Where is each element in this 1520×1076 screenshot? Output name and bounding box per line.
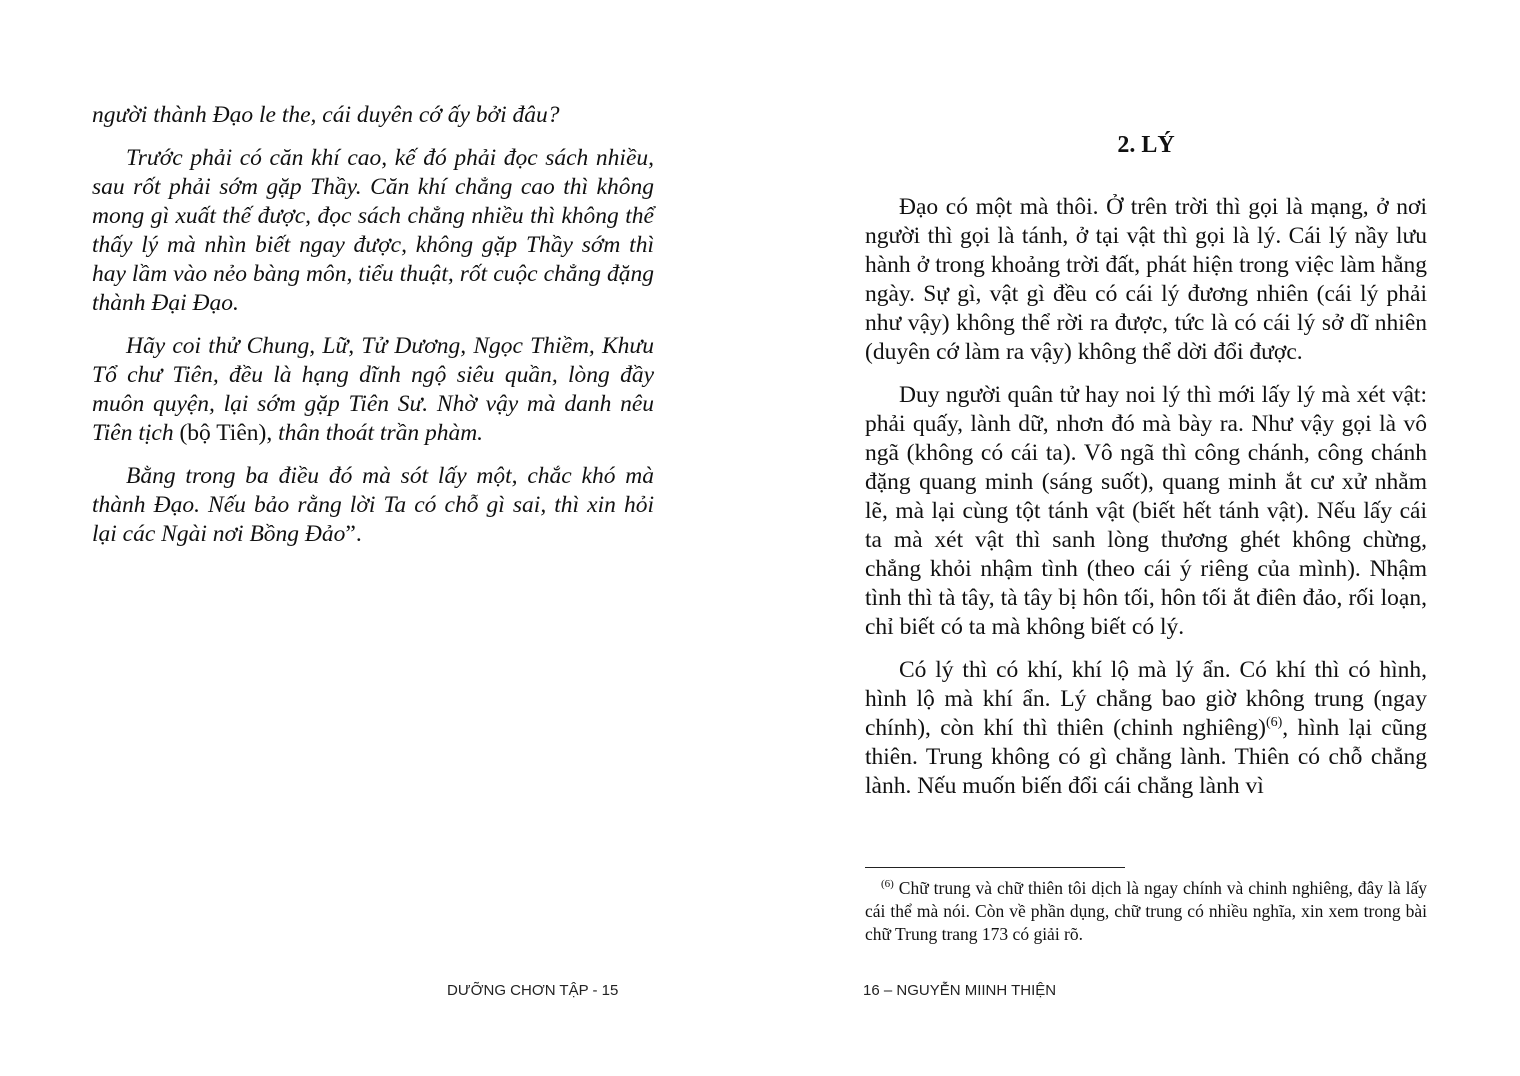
paragraph: Trước phải có căn khí cao, kế đó phải đọc sách nhiều, sau rốt phải sớm gặp Thầy. Căn khí chẳng cao thì không mong gì xuất thế được, đọc sách chẳng nhiều thì không thể thấy lý mà nhìn biết ngay được, không gặp Thầy sớm thì hay lầm vào nẻo bàng môn, tiểu thuật, rốt cuộc chẳng đặng thành Đại Đạo. [92, 145, 654, 316]
page-footer: 16 – NGUYỄN MIINH THIỆN [863, 982, 1057, 999]
right-page [760, 0, 1520, 1076]
footnote-text: Chữ trung và chữ thiên tôi dịch là ngay chính và chinh nghiêng, đây là lấy cái thể mà nói. Còn về phần dụng, chữ trung có nhiều nghĩa, xin xem trong bài chữ Trung trang 173 có giải rõ. [865, 878, 1427, 944]
paragraph [92, 462, 654, 549]
paragraph: Đạo có một mà thôi. Ở trên trời thì gọi là mạng, ở nơi người thì gọi là tánh, ở tại vật thì gọi là lý. Cái lý nầy lưu hành ở trong khoảng trời đất, phát hiện trong việc làm hằng ngày. Sự gì, vật gì đều có cái lý đương nhiên (cái lý phải như vậy) không thể rời ra được, tức là có cái lý sở dĩ nhiên (duyên cớ làm ra vậy) không thể dời đổi được. [865, 194, 1427, 365]
page-footer: DƯỠNG CHƠN TẬP - 15 [447, 982, 619, 999]
footnote-ref: (6) [1265, 715, 1283, 731]
right-page-text [865, 193, 1427, 815]
footnote [865, 877, 1427, 946]
paragraph-text: Có lý thì có khí, khí lộ mà lý ẩn. Có khí thì có hình, hình lộ mà khí ẩn. Lý chẳng bao giờ không trung (ngay chính), còn khí thì thiên (chinh nghiêng) [865, 657, 1427, 741]
paragraph [865, 656, 1427, 801]
paragraph-text: Bằng trong ba điều đó mà sót lấy một, chắc khó mà thành Đạo. Nếu bảo rằng lời Ta có chỗ gì sai, thì xin hỏi lại các Ngài nơi Bồng Đảo [92, 463, 654, 547]
footnote-divider [865, 867, 1125, 868]
left-page-text [92, 101, 654, 563]
paragraph: Duy người quân tử hay noi lý thì mới lấy lý mà xét vật: phải quấy, lành dữ, nhơn đó mà bày ra. Như vậy gọi là vô ngã (không có cái ta). Vô ngã thì công chánh, công chánh đặng quang minh (sáng suốt), quang minh ắt cư xử nhằm lẽ, mà lại cùng tột tánh vật (biết hết tánh vật). Nếu lấy cái ta mà xét vật thì sanh lòng thương ghét không chừng, chẳng khỏi nhậm tình (theo cái ý riêng của mình). Nhậm tình thì tà tây, tà tây bị hôn tối, hôn tối ắt điên đảo, rối loạn, chỉ biết có ta mà không biết có lý. [865, 382, 1427, 640]
paragraph-text: , hình lại cũng thiên. Trung không có gì chẳng lành. Thiên có chỗ chẳng lành. Nếu muốn biến đổi cái chẳng lành vì [865, 715, 1427, 799]
paragraph [92, 332, 654, 448]
closing-quote: ”. [345, 521, 362, 547]
footnote-marker: (6) [881, 878, 894, 891]
chapter-title: 2. LÝ [1117, 132, 1175, 158]
paragraph: người thành Đạo le the, cái duyên cớ ấy bởi đâu? [92, 102, 560, 128]
paragraph-text: (bộ Tiên), [179, 420, 273, 446]
paragraph-text: thân thoát trần phàm. [278, 420, 484, 446]
paragraph-text: Hãy coi thử Chung, Lữ, Tử Dương, Ngọc Thiềm, Khưu Tổ chư Tiên, đều là hạng dĩnh ngộ siêu quần, lòng đầy muôn quyện, lại sớm gặp Tiên Sư. Nhờ vậy mà danh nêu Tiên tịch [92, 333, 654, 446]
